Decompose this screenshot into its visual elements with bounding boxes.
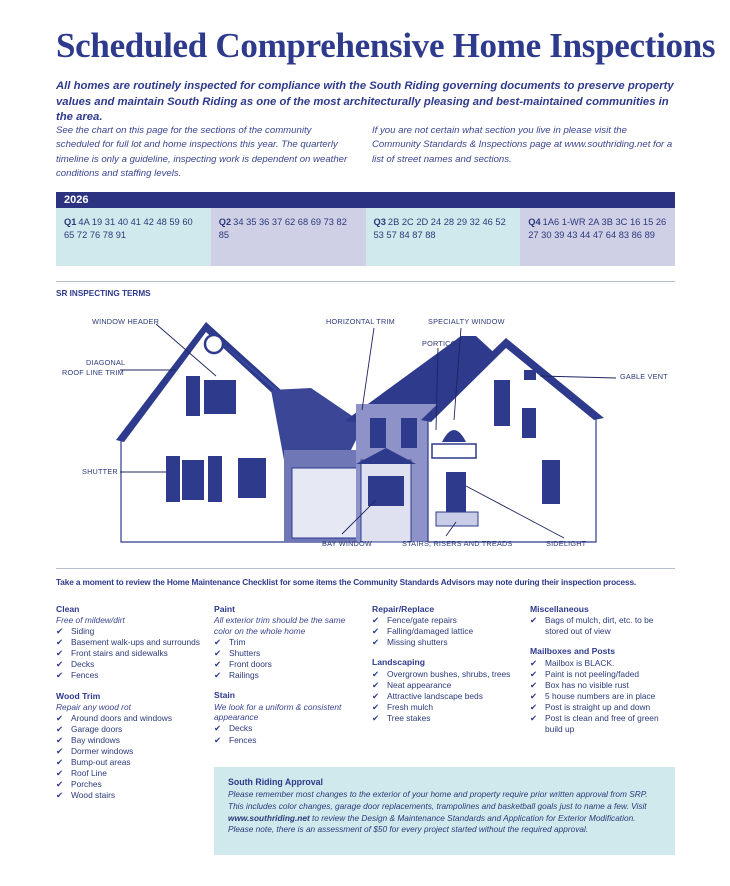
- checklist-landscaping: [372, 669, 522, 724]
- list-item: ✔ Siding: [56, 626, 206, 637]
- quarter-label: Q2: [218, 217, 232, 227]
- list-item: ✔ Basement walk-ups and surrounds: [56, 637, 206, 648]
- list-item: ✔ Fence/gate repairs: [372, 615, 522, 626]
- list-item: ✔ Wood stairs: [56, 790, 206, 801]
- quarter-sections: 4A 19 31 40 41 42 48 59 60 65 72 76 78 91: [64, 217, 193, 241]
- schedule-note: See the chart on this page for the sections of the community scheduled for full lot and home inspections this year. The quarterly timeline is only a guideline, inspecting work is dependent on weather conditions and staffing levels.: [56, 125, 348, 180]
- list-item: ✔ Dormer windows: [56, 746, 206, 757]
- checklist-column-1: [56, 604, 206, 810]
- window-main-upper: [401, 418, 417, 448]
- divider: [56, 568, 675, 569]
- checklist-heading-stain: Stain: [214, 690, 236, 701]
- quarter-sections: 2B 2C 2D 24 28 29 32 46 52 53 57 84 87 88: [373, 217, 506, 241]
- quarter-label: Q1: [64, 217, 77, 227]
- checklist-column-2: [214, 604, 359, 755]
- page-title: Scheduled Comprehensive Home Inspections: [56, 26, 716, 65]
- window-lower-left: [182, 460, 204, 500]
- approval-link[interactable]: www.southriding.net: [228, 812, 310, 823]
- window-main-upper: [370, 418, 386, 448]
- list-item: ✔ Overgrown bushes, shrubs, trees: [372, 669, 522, 680]
- front-door: [446, 472, 466, 512]
- list-item: ✔ Mailbox is BLACK.: [530, 658, 675, 669]
- label-roof-line-trim: ROOF LINE TRIM: [62, 368, 124, 377]
- label-shutter: SHUTTER: [82, 467, 118, 476]
- list-item: ✔ Decks: [214, 723, 359, 734]
- checklist-mailboxes: [530, 658, 675, 736]
- checklist-column-4: [530, 604, 675, 744]
- label-sidelight: SIDELIGHT: [546, 539, 587, 548]
- list-item: ✔ Front stairs and sidewalks: [56, 648, 206, 659]
- review-note: Take a moment to review the Home Maintenance Checklist for some items the Community Standards Advisors may note during their inspection process.: [56, 577, 637, 587]
- round-attic-window: [205, 335, 223, 353]
- label-bay-window: BAY WINDOW: [322, 539, 372, 548]
- checklist-heading-paint: Paint: [214, 604, 236, 614]
- garage-roof: [271, 388, 364, 460]
- quarter-q4: [520, 208, 675, 266]
- house-diagram: [56, 300, 675, 562]
- checklist-sub: All exterior trim should be the same color on the whole home: [214, 615, 346, 637]
- label-gable-vent: GABLE VENT: [620, 372, 668, 381]
- list-item: ✔ 5 house numbers are in place: [530, 691, 675, 702]
- list-item: ✔ Bump-out areas: [56, 757, 206, 768]
- schedule-year-bar: 2026: [56, 192, 675, 208]
- checklist-heading-mailboxes: Mailboxes and Posts: [530, 646, 616, 657]
- quarter-q1: [56, 208, 211, 266]
- list-item: ✔ Post is clean and free of green build up: [530, 713, 675, 735]
- approval-box: [214, 767, 675, 855]
- gable-vent: [524, 370, 536, 380]
- checklist-clean: [56, 626, 206, 681]
- label-stairs: STAIRS, RISERS AND TREADS: [402, 539, 513, 548]
- list-item: ✔ Post is straight up and down: [530, 702, 675, 713]
- label-diagonal: DIAGONAL: [86, 358, 126, 367]
- approval-text: [228, 789, 663, 836]
- checklist-sub: Free of mildew/dirt: [56, 615, 125, 626]
- list-item: ✔ Bay windows: [56, 735, 206, 746]
- window-right-lower: [542, 460, 560, 504]
- checklist-paint: [214, 637, 359, 681]
- label-specialty-window: SPECIALTY WINDOW: [428, 317, 505, 326]
- list-item: ✔ Tree stakes: [372, 713, 522, 724]
- checklist-wood-trim: [56, 713, 206, 802]
- approval-text-2: to review the Design & Maintenance Standards and Application for Exterior Modification. Please note, there is an assessment of $50 for every project started without the required approval.: [228, 812, 636, 835]
- lead-paragraph: All homes are routinely inspected for compliance with the South Riding governing documents to preserve property values and maintain South Riding as one of the most architecturally pleasing and best-maintained communities in the area.: [56, 80, 674, 124]
- terms-heading: SR INSPECTING TERMS: [56, 289, 151, 298]
- list-item: ✔ Garage doors: [56, 724, 206, 735]
- shutter: [166, 456, 180, 502]
- label-portico: PORTICO: [422, 339, 457, 348]
- list-item: ✔ Around doors and windows: [56, 713, 206, 724]
- quarter-sections: 34 35 36 37 62 68 69 73 82 85: [218, 217, 347, 241]
- checklist-heading-repair: Repair/Replace: [372, 604, 435, 614]
- checklist-heading-wood-trim: Wood Trim: [56, 690, 101, 701]
- checklist-sub: Repair any wood rot: [56, 701, 131, 712]
- list-item: ✔ Falling/damaged lattice: [372, 626, 522, 637]
- list-item: ✔ Fences: [56, 670, 206, 681]
- window-right-upper: [522, 408, 536, 438]
- list-item: ✔ Decks: [56, 659, 206, 670]
- list-item: ✔ Fresh mulch: [372, 702, 522, 713]
- list-item: ✔ Trim: [214, 637, 359, 648]
- quarter-q2: [211, 208, 366, 266]
- checklist-heading-misc: Miscellaneous: [530, 604, 589, 614]
- label-horizontal-trim: HORIZONTAL TRIM: [326, 317, 395, 326]
- label-window-header: WINDOW HEADER: [92, 317, 160, 326]
- window-upper-left: [204, 380, 236, 414]
- list-item: ✔ Attractive landscape beds: [372, 691, 522, 702]
- window-lower-mid: [238, 458, 266, 498]
- quarter-q3: [366, 208, 521, 266]
- approval-text-1: Please remember most changes to the exterior of your home and property require prior written approval from SRP. This includes color changes, garage door replacements, trampolines and basketball goals just to name a few. Visit: [228, 789, 648, 811]
- window-upper-left: [186, 376, 200, 416]
- window-right-upper: [494, 380, 510, 426]
- quarter-schedule: [56, 208, 675, 266]
- list-item: ✔ Bags of mulch, dirt, etc. to be stored out of view: [530, 615, 675, 637]
- list-item: ✔ Paint is not peeling/faded: [530, 669, 675, 680]
- checklist-stain: [214, 723, 359, 745]
- list-item: ✔ Railings: [214, 670, 359, 681]
- checklist-column-3: [372, 604, 522, 733]
- quarter-label: Q3: [373, 217, 386, 227]
- list-item: ✔ Neat appearance: [372, 680, 522, 691]
- checklist-misc: [530, 615, 675, 637]
- checklist-repair: [372, 615, 522, 648]
- list-item: ✔ Missing shutters: [372, 637, 522, 648]
- checklist-sub: We look for a uniform & consistent appearance: [214, 701, 342, 723]
- stairs: [436, 512, 478, 526]
- list-item: ✔ Box has no visible rust: [530, 680, 675, 691]
- quarter-sections: 1A6 1-WR 2A 3B 3C 16 15 26 27 30 39 43 44 47 64 83 86 89: [528, 217, 667, 241]
- quarter-label: Q4: [528, 217, 541, 227]
- shutter: [208, 456, 222, 502]
- divider: [56, 281, 675, 282]
- section-lookup-note: If you are not certain what section you live in please visit the Community Standards & Inspections page at www.southriding.net for a list of street names and sections.: [372, 125, 673, 165]
- bay-window: [368, 476, 404, 506]
- list-item: ✔ Shutters: [214, 648, 359, 659]
- list-item: ✔ Porches: [56, 779, 206, 790]
- list-item: ✔ Fences: [214, 735, 359, 746]
- approval-title: South Riding Approval: [228, 777, 323, 787]
- list-item: ✔ Front doors: [214, 659, 359, 670]
- list-item: ✔ Roof Line: [56, 768, 206, 779]
- checklist-heading-landscaping: Landscaping: [372, 657, 426, 668]
- checklist-heading-clean: Clean: [56, 604, 80, 614]
- callout-horizontal-trim: [362, 328, 374, 410]
